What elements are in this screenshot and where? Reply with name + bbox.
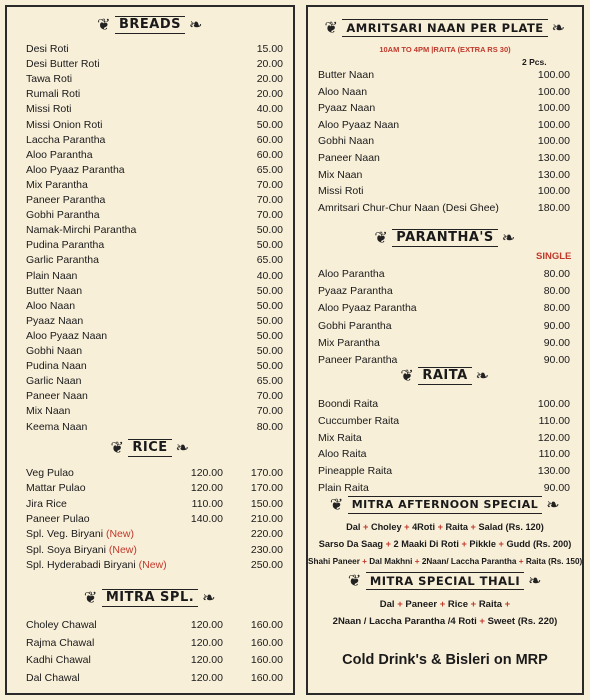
ornament-right-icon: ❧ [202, 588, 217, 607]
naan-item-price: 100.00 [537, 118, 570, 131]
rice-item-label: Spl. Veg. Biryani [26, 528, 104, 541]
bread-item-price: 70.00 [256, 405, 283, 418]
bread-item-name: Tawa Roti [26, 73, 73, 86]
afternoon-line-1-part: Dal [346, 522, 361, 532]
bread-item-price: 50.00 [256, 329, 283, 342]
amritsari-naan-heading [308, 19, 582, 37]
rice-item-half-price: 120.00 [190, 467, 223, 479]
naan-item-name: Mix Naan [318, 168, 363, 181]
bread-item-name: Aloo Pyaaz Naan [26, 329, 108, 342]
naan-item-price: 100.00 [537, 185, 570, 198]
bread-item-price: 65.00 [256, 254, 283, 267]
afternoon-line-1-part: Choley [370, 522, 402, 532]
bread-item-name: Desi Roti [26, 43, 69, 55]
bread-item-price: 50.00 [256, 118, 283, 131]
thali-line-1-part: Rice [447, 599, 468, 610]
bread-item-price: 70.00 [256, 209, 283, 222]
ornament-right-icon: ❧ [546, 495, 561, 514]
parantha-item-price: 90.00 [543, 319, 570, 332]
thali-line-1-part: Raita [478, 599, 503, 610]
naan-item-price: 100.00 [537, 102, 570, 115]
bread-item-name: Aloo Naan [26, 299, 76, 312]
bread-item-price: 50.00 [256, 299, 283, 312]
bread-item-price: 50.00 [256, 224, 283, 237]
naan-item-name: Butter Naan [318, 69, 375, 81]
naan-item-name: Gobhi Naan [318, 135, 375, 148]
afternoon-line-2 [308, 538, 582, 551]
rice-item-label: Spl. Soya Biryani [26, 543, 106, 556]
afternoon-special-heading [308, 496, 582, 514]
raita-item-price: 130.00 [537, 465, 570, 478]
naan-item-price: 180.00 [537, 201, 570, 214]
raita-item-name: Plain Raita [318, 482, 369, 494]
bread-item-price: 70.00 [256, 194, 283, 206]
bread-item-price: 50.00 [256, 345, 283, 357]
bread-item-name: Gobhi Naan [26, 345, 83, 357]
thali-line-1 [308, 598, 582, 611]
afternoon-line-3-part: Shahi Paneer [308, 557, 360, 566]
mitra-spl-item-name: Dal Chawal [26, 671, 80, 684]
naan-item-price: 100.00 [537, 135, 570, 148]
parantha-item-name: Aloo Pyaaz Parantha [318, 302, 417, 315]
bread-item-name: Garlic Parantha [26, 254, 99, 267]
afternoon-line-1 [308, 521, 582, 534]
mitra-spl-half-price: 120.00 [190, 671, 223, 684]
plus-sign: + [476, 616, 488, 627]
mitra-spl-full-price: 160.00 [250, 636, 283, 649]
parantha-item-name: Aloo Parantha [318, 268, 385, 280]
new-badge: (New) [105, 543, 137, 556]
parantha-item-name: Gobhi Parantha [318, 319, 392, 332]
rice-item-full-price: 230.00 [250, 543, 283, 556]
naan-item-name: Missi Roti [318, 185, 364, 198]
naan-item-name: Aloo Naan [318, 85, 368, 98]
plus-sign: + [383, 539, 394, 549]
plus-sign: + [359, 557, 370, 566]
bread-item-name: Namak-Mirchi Parantha [26, 224, 137, 237]
raita-item-name: Mix Raita [318, 431, 362, 444]
naan-item-price: 100.00 [537, 69, 570, 81]
bread-item-price: 40.00 [256, 269, 283, 282]
paranthas-heading [308, 229, 582, 247]
mitra-spl-item-name: Rajma Chawal [26, 636, 95, 649]
ornament-left-icon: ❦ [110, 438, 125, 457]
bread-item-name: Pudina Naan [26, 360, 87, 373]
rice-item-name [26, 544, 137, 557]
plus-sign: + [467, 522, 479, 532]
afternoon-line-2-part: 2 Maaki Di Roti [393, 539, 459, 549]
bread-item-name: Butter Naan [26, 284, 83, 297]
new-badge: (New) [135, 558, 167, 571]
plus-sign: + [401, 522, 413, 532]
raita-item-price: 100.00 [537, 398, 570, 410]
plus-sign: + [495, 539, 507, 549]
plus-sign: + [394, 599, 406, 610]
footer-note: Cold Drink's & Bisleri on MRP [342, 652, 548, 668]
ornament-right-icon: ❧ [475, 366, 490, 385]
raita-item-name: Cuccumber Raita [318, 414, 400, 427]
plus-sign: + [437, 599, 448, 610]
raita-item-name: Pineapple Raita [318, 465, 393, 478]
bread-item-name: Missi Roti [26, 103, 72, 116]
bread-item-name: Desi Butter Roti [26, 58, 100, 71]
thali-line-1-part: Paneer [405, 599, 438, 610]
parantha-item-price: 80.00 [543, 285, 570, 298]
mitra-spl-title: MITRA SPL. [102, 589, 198, 607]
breads-heading [7, 16, 293, 34]
ornament-left-icon: ❦ [400, 366, 415, 385]
bread-item-name: Mix Naan [26, 405, 71, 418]
single-label: SINGLE [536, 251, 572, 262]
rice-item-half-price: 140.00 [190, 512, 223, 525]
afternoon-line-1-part: Salad (Rs. 120) [478, 522, 544, 532]
bread-item-price: 65.00 [256, 375, 283, 388]
parantha-item-price: 90.00 [543, 336, 570, 349]
raita-item-price: 120.00 [537, 431, 570, 444]
ornament-left-icon: ❦ [97, 15, 111, 34]
ornament-left-icon: ❦ [374, 228, 389, 247]
bread-item-price: 40.00 [256, 103, 283, 116]
naan-item-price: 130.00 [537, 168, 570, 181]
raita-item-price: 90.00 [543, 482, 570, 494]
mitra-spl-full-price: 160.00 [250, 654, 283, 666]
new-badge: (New) [103, 528, 134, 541]
naan-item-name: Aloo Pyaaz Naan [318, 118, 400, 131]
thali-line-2 [308, 615, 582, 628]
bread-item-price: 50.00 [256, 239, 283, 252]
raita-title: RAITA [418, 367, 471, 385]
bread-item-price: 20.00 [256, 73, 283, 86]
rice-title: RICE [128, 439, 171, 457]
bread-item-name: Pudina Parantha [26, 239, 105, 252]
rice-item-full-price: 250.00 [250, 558, 283, 571]
rice-item-full-price: 150.00 [250, 497, 283, 510]
bread-item-name: Garlic Naan [26, 375, 82, 388]
afternoon-line-3-part: Raita (Rs. 150) [525, 557, 583, 566]
rice-item-name [26, 467, 74, 480]
parantha-item-name: Paneer Parantha [318, 354, 398, 366]
plus-sign: + [435, 522, 446, 532]
afternoon-line-3-part: 2Naan/ Laccha Parantha [421, 557, 517, 566]
mitra-spl-half-price: 120.00 [190, 654, 223, 666]
rice-item-name [26, 559, 167, 572]
bread-item-name: Paneer Naan [26, 390, 88, 403]
afternoon-line-3-part: Dal Makhni [369, 557, 413, 566]
parantha-item-price: 80.00 [543, 268, 570, 280]
bread-item-price: 80.00 [256, 420, 283, 433]
mitra-spl-heading [7, 589, 293, 607]
afternoon-line-2-part: Sarso Da Saag [318, 539, 384, 549]
left-menu-panel [5, 5, 295, 695]
rice-item-name [26, 482, 86, 495]
ornament-right-icon: ❧ [501, 228, 516, 247]
rice-heading [7, 439, 293, 457]
parantha-item-name: Pyaaz Parantha [318, 285, 393, 298]
rice-item-half-price: 110.00 [191, 497, 223, 510]
mitra-spl-item-name: Kadhi Chawal [26, 654, 91, 666]
bread-item-price: 20.00 [256, 58, 283, 71]
raita-heading [308, 367, 582, 385]
parantha-item-name: Mix Parantha [318, 336, 380, 349]
bread-item-price: 65.00 [256, 163, 283, 176]
bread-item-name: Aloo Pyaaz Parantha [26, 163, 125, 176]
bread-item-name: Missi Onion Roti [26, 118, 103, 131]
bread-item-price: 20.00 [256, 88, 283, 101]
rice-item-name [26, 528, 134, 541]
ornament-left-icon: ❦ [83, 588, 98, 607]
breads-title: BREADS [115, 16, 185, 34]
bread-item-name: Rumali Roti [26, 88, 81, 101]
bread-item-price: 50.00 [256, 284, 283, 297]
naan-item-name: Pyaaz Naan [318, 102, 376, 115]
plus-sign: + [516, 557, 526, 566]
bread-item-name: Gobhi Parantha [26, 209, 100, 222]
raita-item-price: 110.00 [538, 448, 570, 461]
bread-item-name: Keema Naan [26, 420, 88, 433]
rice-item-full-price: 170.00 [250, 467, 283, 479]
bread-item-price: 60.00 [256, 148, 283, 161]
plus-sign: + [412, 557, 422, 566]
plus-sign: + [467, 599, 479, 610]
bread-item-name: Pyaaz Naan [26, 314, 84, 327]
mitra-spl-item-name: Choley Chawal [26, 619, 97, 631]
plus-sign: + [360, 522, 371, 532]
afternoon-special-title: MITRA AFTERNOON SPECIAL [348, 496, 543, 514]
right-menu-panel [306, 5, 584, 695]
paranthas-title: PARANTHA'S [392, 229, 498, 247]
rice-item-name [26, 498, 67, 511]
rice-item-label: Spl. Hyderabadi Biryani [26, 558, 136, 571]
bread-item-name: Laccha Parantha [26, 133, 106, 146]
ornament-right-icon: ❧ [189, 15, 203, 34]
mitra-spl-full-price: 160.00 [250, 671, 283, 684]
special-thali-title: MITRA SPECIAL THALI [366, 572, 524, 590]
mitra-spl-half-price: 120.00 [190, 619, 223, 631]
rice-item-label: Jira Rice [26, 497, 67, 510]
bread-item-name: Paneer Parantha [26, 194, 106, 206]
bread-item-price: 15.00 [256, 43, 283, 55]
rice-item-label: Paneer Pulao [26, 512, 90, 525]
bread-item-price: 50.00 [256, 314, 283, 327]
rice-item-full-price: 170.00 [250, 482, 283, 495]
bread-item-price: 50.00 [256, 360, 283, 373]
ornament-left-icon: ❦ [347, 571, 362, 590]
bread-item-name: Plain Naan [26, 269, 78, 282]
rice-item-full-price: 210.00 [250, 512, 283, 525]
parantha-item-price: 90.00 [543, 354, 570, 366]
parantha-item-price: 80.00 [543, 302, 570, 315]
amritsari-naan-title: AMRITSARI NAAN PER PLATE [342, 19, 547, 37]
special-thali-heading [308, 572, 582, 590]
ornament-right-icon: ❧ [175, 438, 190, 457]
afternoon-line-1-part: Raita [445, 522, 468, 532]
rice-item-full-price: 220.00 [250, 528, 283, 541]
bread-item-price: 70.00 [256, 390, 283, 403]
plus-sign: + [502, 599, 511, 610]
thali-line-1-part: Dal [379, 599, 395, 610]
thali-line-2-part: Sweet (Rs. 220) [487, 616, 558, 627]
raita-item-name: Boondi Raita [318, 398, 379, 410]
afternoon-line-2-part: Gudd (Rs. 200) [506, 539, 572, 549]
raita-item-name: Aloo Raita [318, 448, 367, 461]
naan-item-price: 130.00 [537, 152, 570, 164]
ornament-left-icon: ❦ [329, 495, 344, 514]
rice-item-label: Veg Pulao [26, 467, 74, 479]
ornament-left-icon: ❦ [324, 18, 339, 37]
bread-item-price: 60.00 [256, 133, 283, 146]
thali-line-2-part: 2Naan / Laccha Parantha /4 Roti [332, 616, 477, 627]
bread-item-name: Mix Parantha [26, 178, 88, 191]
rice-item-half-price: 120.00 [190, 482, 223, 495]
rice-item-label: Mattar Pulao [26, 482, 86, 495]
afternoon-line-1-part: 4Roti [412, 522, 436, 532]
rice-item-name [26, 513, 90, 526]
naan-item-name: Paneer Naan [318, 152, 380, 164]
raita-item-price: 110.00 [538, 414, 570, 427]
afternoon-line-3 [308, 555, 582, 568]
mitra-spl-full-price: 160.00 [250, 619, 283, 631]
plus-sign: + [458, 539, 470, 549]
mitra-spl-half-price: 120.00 [190, 636, 223, 649]
naan-item-price: 100.00 [537, 85, 570, 98]
afternoon-line-2-part: Pikkle [469, 539, 496, 549]
ornament-right-icon: ❧ [528, 571, 543, 590]
naan-timing-note: 10AM TO 4PM |RAITA (EXTRA RS 30) [379, 45, 511, 54]
bread-item-price: 70.00 [256, 178, 283, 191]
ornament-right-icon: ❧ [551, 18, 566, 37]
naan-item-name: Amritsari Chur-Chur Naan (Desi Ghee) [318, 201, 499, 214]
naan-quantity-label: 2 Pcs. [522, 57, 547, 67]
bread-item-name: Aloo Parantha [26, 148, 93, 161]
